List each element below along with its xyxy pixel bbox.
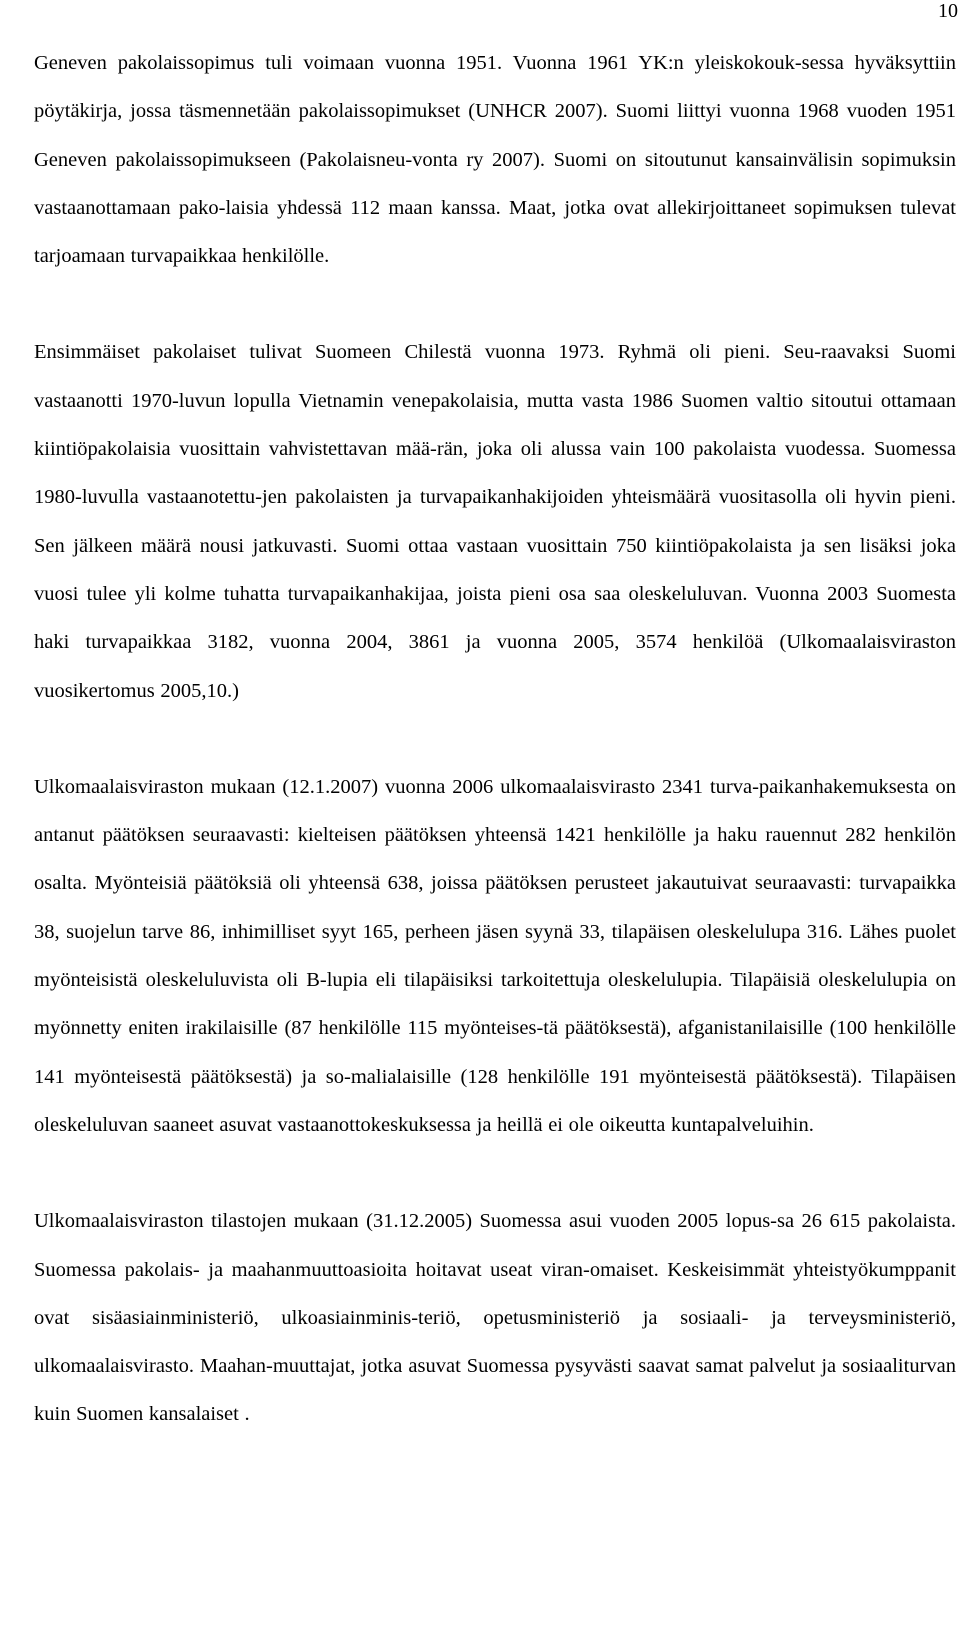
paragraph-refugee-history: Ensimmäiset pakolaiset tulivat Suomeen Chilestä vuonna 1973. Ryhmä oli pieni. Seu-raavaksi Suomi vastaanotti 1970-luvun lopulla Vietnamin venepakolaisia, mutta vasta 1986 Suomen valtio sitoutui ottamaan kiintiöpakolaisia vuosittain vahvistettavan mää-rän, joka oli alussa vain 100 pakolaista vuodessa. Suomessa 1980-luvulla vastaanotettu-jen pakolaisten ja turvapaikanhakijoiden yhteismäärä vuositasolla oli hyvin pieni. Sen jälkeen määrä nousi jatkuvasti. Suomi ottaa vastaan vuosittain 750 kiintiöpakolaista ja sen lisäksi joka vuosi tulee yli kolme tuhatta turvapaikanhakijaa, joista pieni osa saa oleskeluluvan. Vuonna 2003 Suomesta haki turvapaikkaa 3182, vuonna 2004, 3861 ja vuonna 2005, 3574 henkilöä (Ulkomaalaisviraston vuosikertomus 2005,10.) (34, 341, 956, 702)
paragraph-2005-statistics: Ulkomaalaisviraston tilastojen mukaan (31.12.2005) Suomessa asui vuoden 2005 lopus-sa 26 615 pakolaista. Suomessa pakolais- ja maahanmuuttoasioita hoitavat useat viran-omaiset. Keskeisimmät yhteistyökumppanit ovat sisäasiainministeriö, ulkoasiainminis-teriö, opetusministeriö ja sosiaali- ja terveysministeriö, ulkomaalaisvirasto. Maahan-muuttajat, jotka asuvat Suomessa pysyvästi saavat samat palvelut ja sosiaaliturvan kuin Suomen kansalaiset . (34, 1210, 956, 1426)
paragraph-refugee-convention: Geneven pakolaissopimus tuli voimaan vuonna 1951. Vuonna 1961 YK:n yleiskokouk-sessa hyväksyttiin pöytäkirja, jossa täsmennetään pakolaissopimukset (UNHCR 2007). Suomi liittyi vuonna 1968 vuoden 1951 Geneven pakolaissopimukseen (Pakolaisneu-vonta ry 2007). Suomi on sitoutunut kansainvälisin sopimuksin vastaanottamaan pako-laisia yhdessä 112 maan kanssa. Maat, jotka ovat allekirjoittaneet sopimuksen tulevat tarjoamaan turvapaikkaa henkilölle. (34, 52, 956, 268)
page-number: 10 (938, 0, 958, 22)
document-body (34, 39, 956, 1439)
paragraph-2006-decisions: Ulkomaalaisviraston mukaan (12.1.2007) vuonna 2006 ulkomaalaisvirasto 2341 turva-paikanhakemuksesta on antanut päätöksen seuraavasti: kielteisen päätöksen yhteensä 1421 henkilölle ja haku rauennut 282 henkilön osalta. Myönteisiä päätöksiä oli yhteensä 638, joissa päätöksen perusteet jakautuivat seuraavasti: turvapaikka 38, suojelun tarve 86, inhimilliset syyt 165, perheen jäsen syynä 33, tilapäisen oleskelulupa 316. Lähes puolet myönteisistä oleskeluluvista oli B-lupia eli tilapäisiksi tarkoitettuja oleskelulupia. Tilapäisiä oleskelulupia on myönnetty eniten irakilaisille (87 henkilölle 115 myönteises-tä päätöksestä), afganistanilaisille (100 henkilölle 141 myönteisestä päätöksestä) ja so-malialaisille (128 henkilölle 191 myönteisestä päätöksestä). Tilapäisen oleskeluluvan saaneet asuvat vastaanottokeskuksessa ja heillä ei ole oikeutta kuntapalveluihin. (34, 775, 956, 1136)
